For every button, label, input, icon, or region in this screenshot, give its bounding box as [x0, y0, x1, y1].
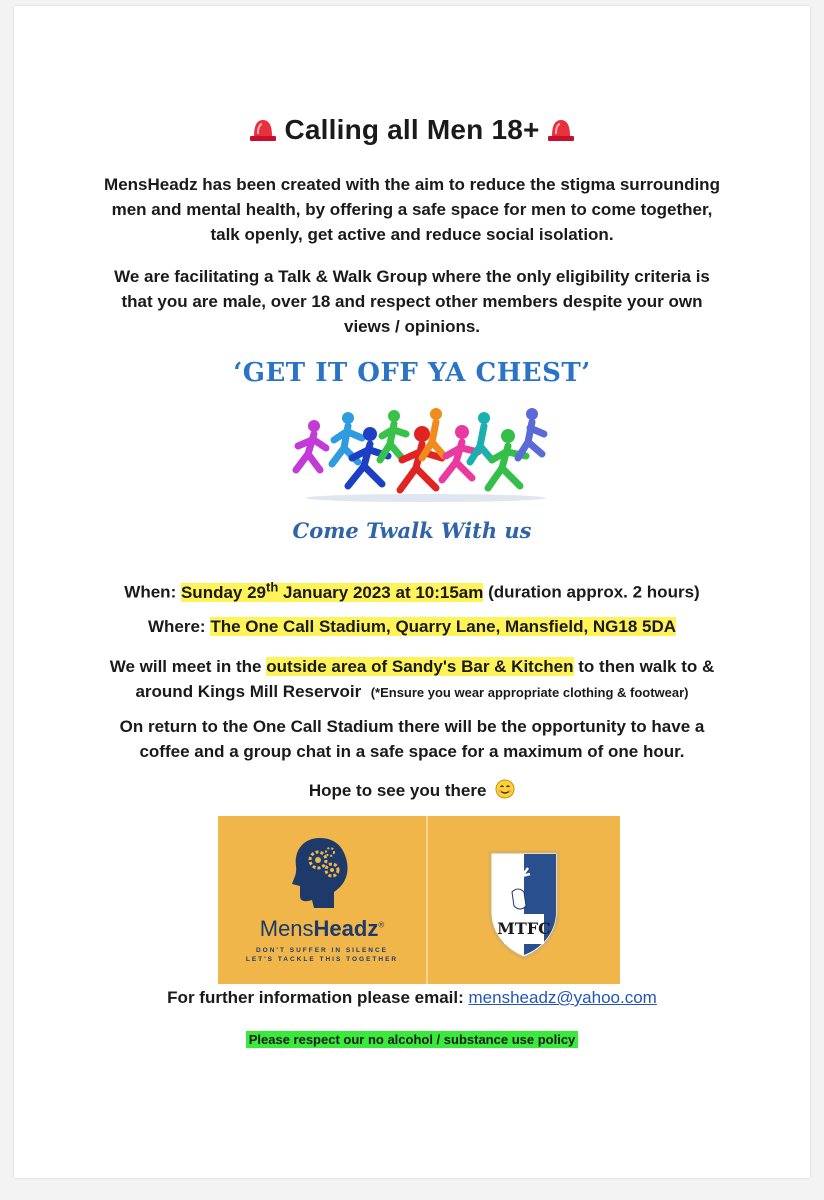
event-date	[180, 579, 484, 602]
intro-line: men and mental health, by offering a safe space for men to come together,	[111, 200, 713, 219]
contact-line	[14, 988, 810, 1008]
brand-light: Mens	[259, 916, 314, 941]
walking-people-illustration	[286, 404, 566, 504]
flyer-page	[14, 6, 810, 1178]
return-paragraph	[14, 714, 810, 764]
meeting-point: outside area of Sandy's Bar & Kitchen	[266, 657, 574, 676]
brand-tagline: DON'T SUFFER IN SILENCE	[255, 947, 389, 954]
policy-notice: Please respect our no alcohol / substance use policy	[246, 1031, 579, 1048]
intro-line: MensHeadz has been created with the aim to reduce the stigma surrounding	[104, 175, 720, 194]
crest-letters: MTFC	[497, 919, 551, 938]
brain-gears-icon	[290, 834, 352, 910]
title-text: Calling all Men 18+	[284, 114, 540, 145]
partner-logos	[218, 816, 620, 984]
intro-line: talk openly, get active and reduce social isolation.	[210, 225, 614, 244]
contact-label: For further information please email:	[167, 988, 464, 1007]
brand-reg: ®	[378, 920, 385, 930]
meet-suffix: to then walk to &	[578, 657, 715, 676]
policy-line	[14, 1032, 810, 1047]
date-day: Sunday 29	[180, 582, 267, 602]
duration: (duration approx. 2 hours)	[488, 582, 700, 602]
brand-bold: Headz	[313, 916, 379, 941]
stag-crest-icon	[486, 848, 562, 960]
intro-paragraph	[14, 172, 810, 247]
hope-text: Hope to see you there	[308, 781, 487, 800]
hope-line	[14, 778, 810, 806]
mensheadz-logo	[218, 816, 428, 984]
eligibility-line: that you are male, over 18 and respect other members despite your own	[121, 292, 703, 311]
flyer-title	[14, 114, 810, 149]
brand-name	[218, 916, 426, 942]
where-line	[14, 614, 810, 639]
siren-icon	[546, 116, 576, 149]
brand-tagline: LET'S TACKLE THIS TOGETHER	[245, 956, 399, 963]
date-ordinal: th	[266, 579, 279, 594]
where-label: Where:	[147, 617, 206, 636]
eligibility-paragraph	[14, 264, 810, 339]
tagline: Come Twalk With us	[292, 518, 532, 543]
eligibility-line: views / opinions.	[343, 317, 481, 336]
walker-figure	[296, 408, 544, 490]
when-line	[14, 574, 810, 605]
venue: The One Call Stadium, Quarry Lane, Mansfield, NG18 5DA	[210, 617, 677, 636]
clothing-note: (*Ensure you wear appropriate clothing & footwear)	[370, 685, 689, 700]
slogan: ‘GET IT OFF YA CHEST’	[233, 358, 591, 388]
return-line: coffee and a group chat in a safe space for a maximum of one hour.	[139, 742, 685, 761]
when-label: When:	[124, 582, 177, 602]
eligibility-line: We are facilitating a Talk & Walk Group where the only eligibility criteria is	[114, 267, 710, 286]
meet-prefix: We will meet in the	[109, 657, 262, 676]
meet-paragraph	[14, 654, 810, 705]
siren-icon	[248, 116, 278, 149]
return-line: On return to the One Call Stadium there will be the opportunity to have a	[119, 717, 705, 736]
smiley-icon	[495, 779, 515, 806]
email-link[interactable]: mensheadz@yahoo.com	[468, 988, 657, 1007]
meet-line2: around Kings Mill Reservoir	[135, 682, 362, 701]
date-rest: January 2023 at 10:15am	[278, 582, 484, 602]
club-crest-logo	[428, 816, 620, 984]
